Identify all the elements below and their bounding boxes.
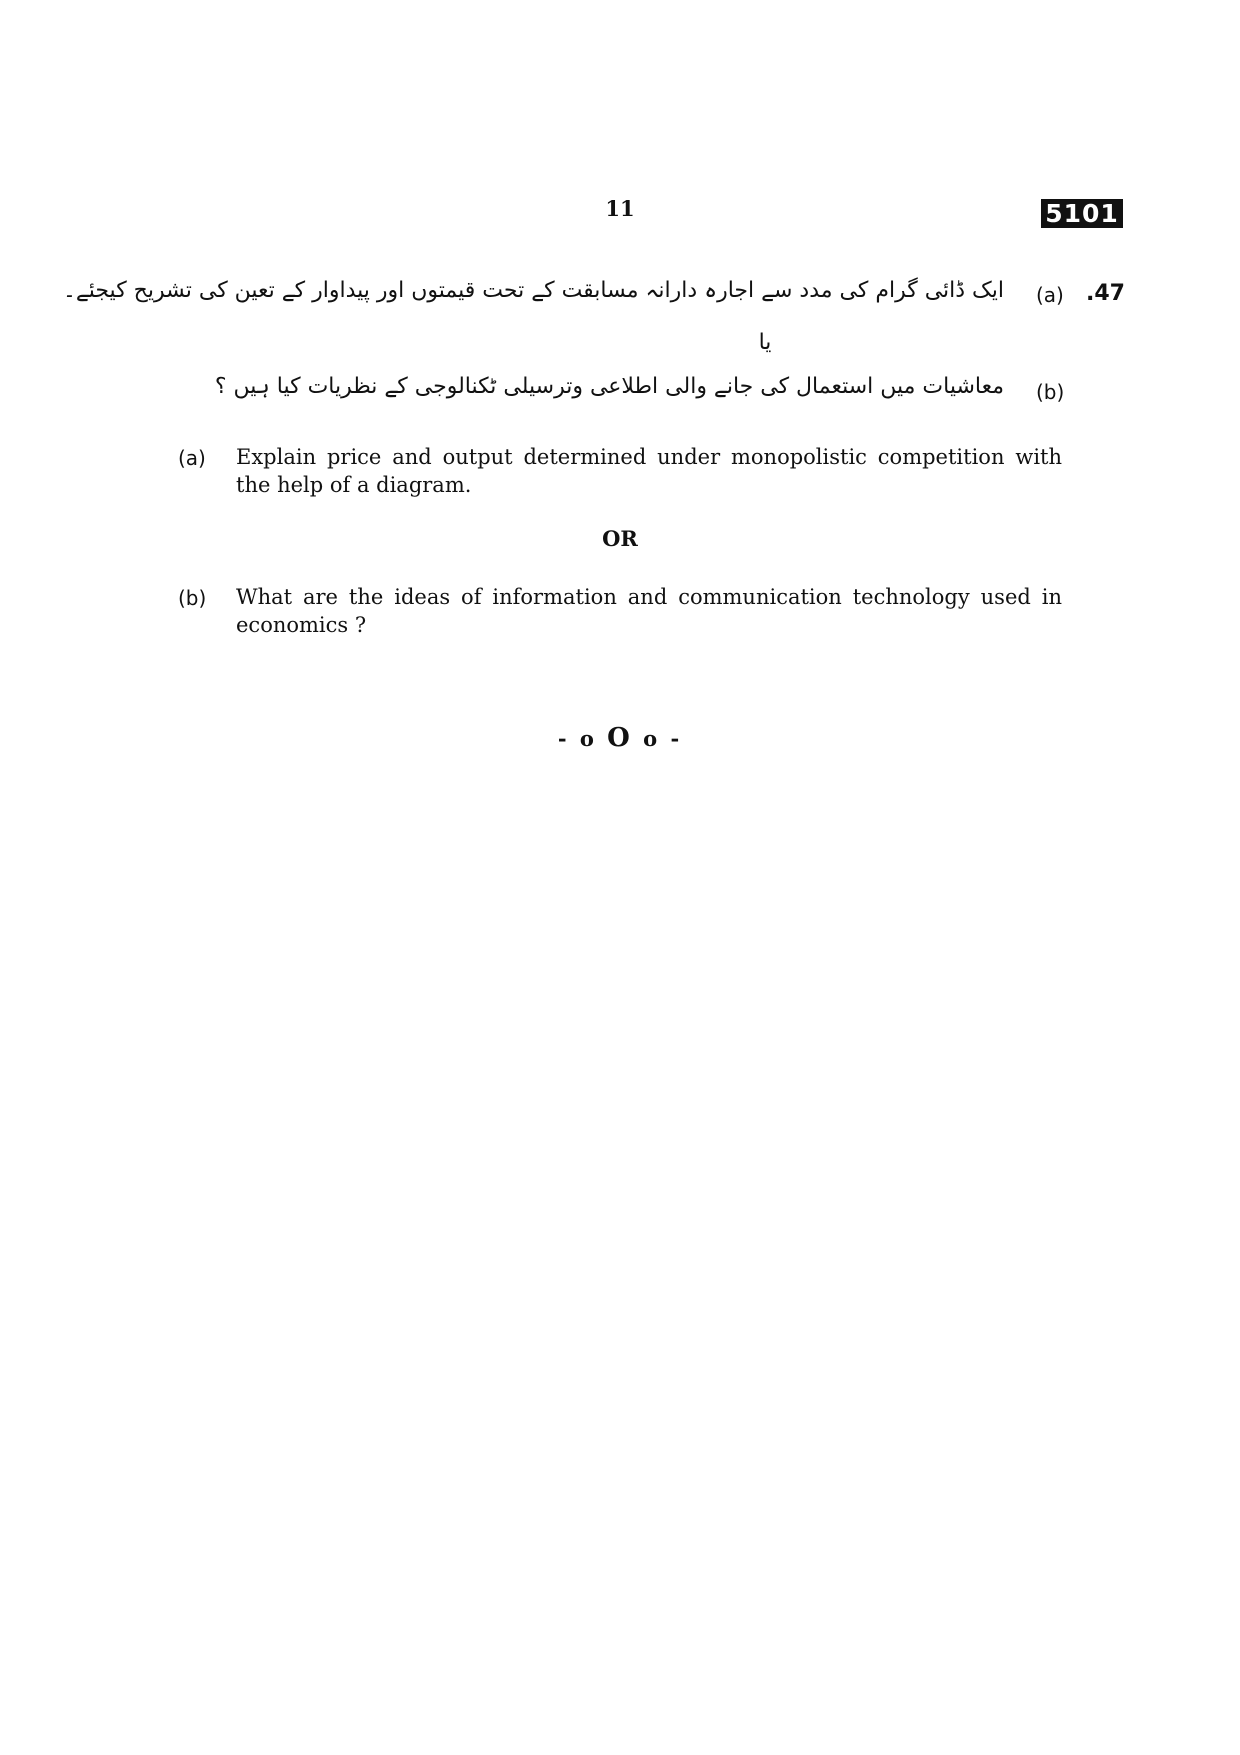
urdu-option-b-label: (b) <box>1036 380 1065 404</box>
end-mark-left: - o <box>557 726 597 751</box>
english-option-b-label: (b) <box>178 586 207 610</box>
english-option-a-label: (a) <box>178 446 206 470</box>
urdu-option-a-text: ایک ڈائی گرام کی مدد سے اجارہ دارانہ مسابقت کے تحت قیمتوں اور پیداوار کے تعین کی تشریح کیجئے۔ <box>62 278 1004 303</box>
urdu-option-b-text: معاشیات میں استعمال کی جانے والی اطلاعی وترسیلی ٹکنالوجی کے نظریات کیا ہیں ؟ <box>214 374 1004 399</box>
english-or-separator: OR <box>602 526 638 551</box>
english-option-b-text: What are the ideas of information and communication technology used in economics ? <box>236 585 1062 637</box>
page-number: 11 <box>605 196 635 221</box>
urdu-option-a-label: (a) <box>1036 283 1064 307</box>
urdu-or-separator: یا <box>758 330 772 355</box>
paper-code-badge: 5101 <box>1041 199 1123 228</box>
end-mark-center: O <box>607 723 633 753</box>
question-number: .47 <box>1086 281 1125 306</box>
end-mark-right: o - <box>643 726 683 751</box>
english-option-a-text: Explain price and output determined under monopolistic competition with the help of a diagram. <box>236 445 1062 497</box>
end-of-paper-mark <box>520 723 720 753</box>
